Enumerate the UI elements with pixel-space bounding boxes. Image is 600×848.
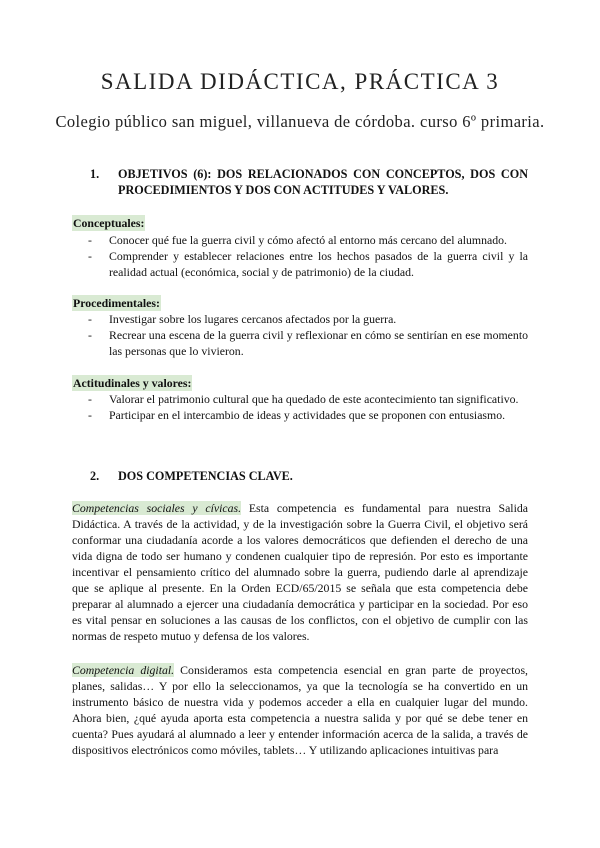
section-1-number: 1. [90, 167, 100, 181]
group-actitudinales-list [72, 391, 528, 423]
section-2-title: DOS COMPETENCIAS CLAVE. [118, 469, 293, 483]
group-procedimentales-list [72, 311, 528, 359]
page-title: SALIDA DIDÁCTICA, PRÁCTICA 3 [100, 69, 500, 94]
paragraph-digital: Competencia digital. Consideramos esta competencia esencial en gran parte de proyectos, planes, salidas… Y por ello la seleccionamos, ya que la tecnología se ha convertido en un instrumento básico de nuestra vida y podemos acceder a ella en cualquier lugar del mundo. Ahora bien, ¿qué ayuda aporta esta competencia a nuestra salida y por qué se debe tener en cuenta? Pues ayudará al alumnado a leer y entender información acerca de la salida, a través de dispositivos electrónicos como móviles, tablets… Y utilizando aplicaciones intuitivas para [72, 663, 528, 757]
section-1-heading [90, 166, 528, 198]
section-2-number: 2. [90, 469, 100, 483]
paragraph-social-civic: Competencias sociales y cívicas. Esta competencia es fundamental para nuestra Salida Didáctica. A través de la actividad, y de la investigación sobre la Guerra Civil, el objetivo será conformar una ciudadanía acorde a los valores democráticos que defienden el derecho de una vida digna de todo ser humano y condenen cualquier tipo de represión. Por esto es importante incentivar el pensamiento crítico del alumnado sobre la guerra, pudiendo darle al aprendizaje que se aplique al presente. En la Orden ECD/65/2015 se señala que esta competencia debe preparar al alumnado a ejercer una ciudadanía democrática y participar en la sociedad. Por eso es vital pensar en soluciones a las causas de los conflictos, con el objetivo de cumplir con las normas de respeto mutuo y defensa de los valores. [72, 501, 528, 643]
highlight-social-civic: Competencias sociales y cívicas. [72, 501, 242, 515]
list-item: - Recrear una escena de la guerra civil y reflexionar en cómo se sentirían en ese momento las personas que lo vivieron. [88, 328, 528, 358]
section-2-heading [90, 468, 528, 484]
group-conceptuales-title: Conceptuales: [73, 216, 145, 230]
list-item: - Valorar el patrimonio cultural que ha quedado de este acontecimiento tan significativo. [88, 392, 519, 406]
group-actitudinales-title: Actitudinales y valores: [73, 376, 192, 390]
list-item: - Comprender y establecer relaciones entre los hechos pasados de la guerra civil y la realidad actual (económica, social y de patrimonio) de la ciudad. [88, 249, 528, 279]
list-item: - Investigar sobre los lugares cercanos afectados por la guerra. [88, 312, 397, 326]
group-procedimentales-title: Procedimentales: [73, 296, 160, 310]
section-1-title: OBJETIVOS (6): DOS RELACIONADOS CON CONCEPTOS, DOS CON PROCEDIMIENTOS Y DOS CON ACTITUDES Y VALORES. [118, 167, 528, 197]
list-item: - Participar en el intercambio de ideas y actividades que se proponen con entusiasmo. [88, 408, 506, 422]
page-subtitle: Colegio público san miguel, villanueva de córdoba. curso 6º primaria. [55, 112, 545, 131]
group-conceptuales-list [72, 232, 528, 280]
highlight-digital: Competencia digital. [72, 663, 175, 677]
list-item: - Conocer qué fue la guerra civil y cómo afectó al entorno más cercano del alumnado. [88, 233, 507, 247]
